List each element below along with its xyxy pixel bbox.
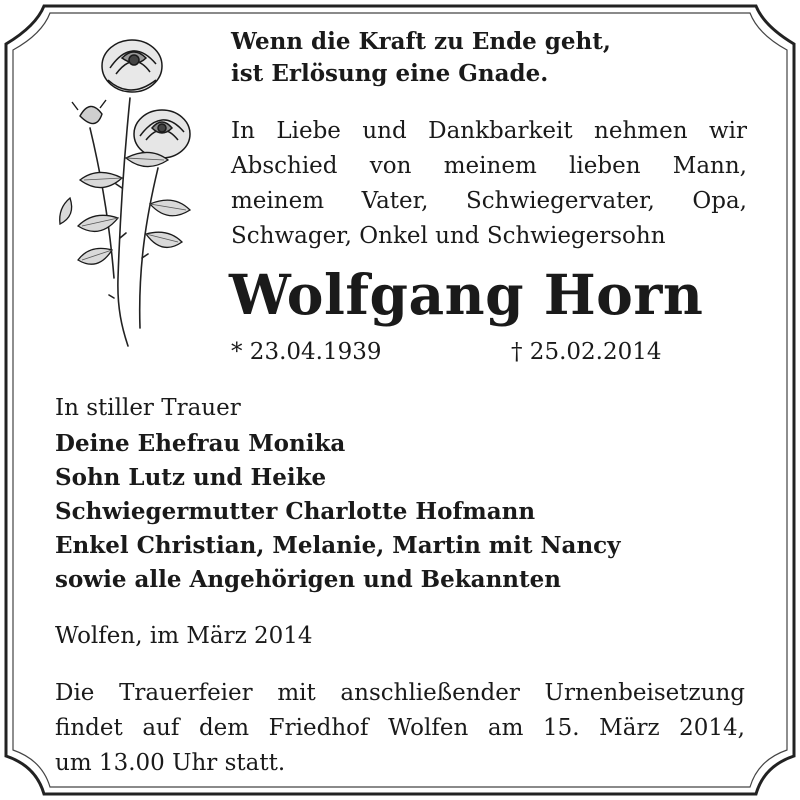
- mourners-list: [55, 427, 621, 597]
- mourner-entry: Sohn Lutz und Heike: [55, 464, 327, 491]
- farewell-line: meinem Vater, Schwiegervater, Opa,: [231, 188, 747, 214]
- farewell-line: Abschied von meinem lieben Mann,: [231, 153, 747, 179]
- farewell-paragraph: [231, 114, 747, 254]
- mourner-entry: sowie alle Angehörigen und Bekannten: [55, 566, 561, 593]
- farewell-line: Schwager, Onkel und Schwiegersohn: [231, 223, 666, 249]
- mourner-entry: Schwiegermutter Charlotte Hofmann: [55, 498, 536, 525]
- verse-line: ist Erlösung eine Gnade.: [231, 60, 549, 87]
- farewell-line: In Liebe und Dankbarkeit nehmen wir: [231, 118, 747, 144]
- service-line: findet auf dem Friedhof Wolfen am 15. März 2014,: [55, 715, 745, 741]
- mourner-entry: Enkel Christian, Melanie, Martin mit Nancy: [55, 532, 621, 559]
- birth-date: * 23.04.1939: [231, 339, 382, 365]
- verse-line: Wenn die Kraft zu Ende geht,: [231, 28, 611, 55]
- mourner-entry: Deine Ehefrau Monika: [55, 430, 346, 457]
- rose-icon: [50, 28, 200, 350]
- death-date: † 25.02.2014: [511, 339, 662, 365]
- funeral-service-info: [55, 676, 745, 781]
- service-line: Die Trauerfeier mit anschließender Urnenbeisetzung: [55, 680, 745, 706]
- mourning-label: In stiller Trauer: [55, 395, 241, 421]
- deceased-name: Wolfgang Horn: [229, 262, 704, 327]
- opening-verse: [231, 26, 611, 90]
- place-date: Wolfen, im März 2014: [55, 623, 313, 649]
- service-line: um 13.00 Uhr statt.: [55, 750, 286, 776]
